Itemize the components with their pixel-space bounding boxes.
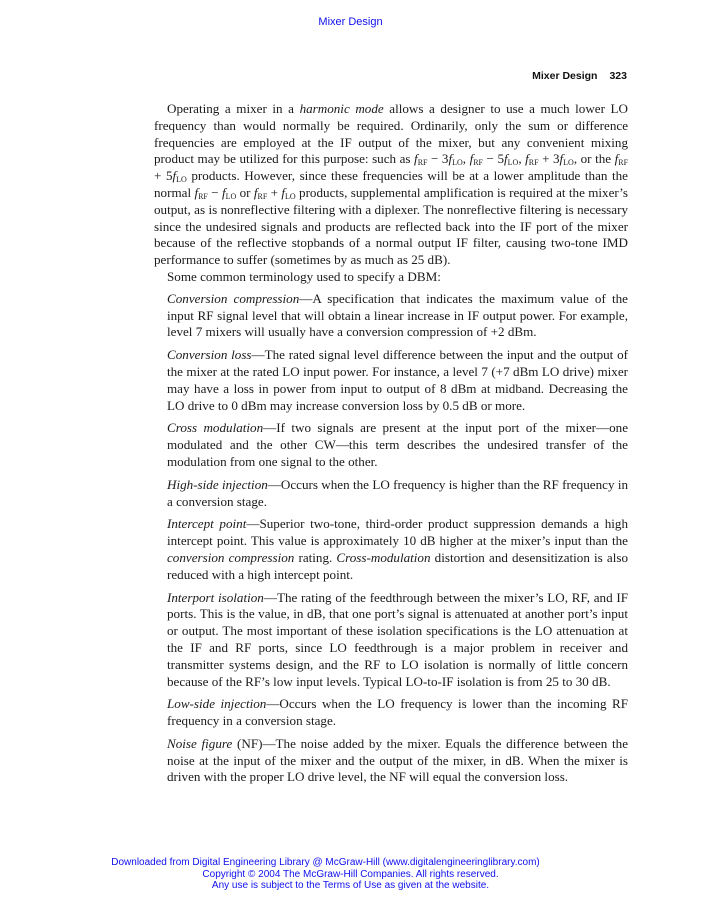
running-header (532, 70, 627, 82)
page-body (154, 101, 628, 786)
term-conversion-loss: Conversion loss—The rated signal level difference between the input and the output of the mixer at the rated LO input power. For instance, a level 7 (+7 dBm LO drive) mixer may have a loss in power from input to output of 8 dBm at midband. Decreasing the LO drive to 0 dBm may increase conversion loss by 0.5 dB or more. (167, 347, 628, 413)
page-number: 323 (609, 70, 627, 82)
term-low-side-injection: Low-side injection—Occurs when the LO frequency is lower than the incoming RF frequency in a conversion stage. (167, 696, 628, 729)
intro-paragraph: Operating a mixer in a harmonic mode allows a designer to use a much lower LO frequency than would normally be required. Ordinarily, only the sum or difference frequencies are employed at the IF output of the mixer, but any convenient mixing product may be utilized for this purpose: such as $f_{RF} - 3f_{LO}$, $f_{RF} - 5f_{LO}$, $f_{RF} + 3f_{LO}$, or the $f_{RF} + 5f_{LO}$ products. However, since these frequencies will be at a lower amplitude than the normal $f_{RF} - f_{LO}$ or $f_{RF} + f_{LO}$ products, supplemental amplification is required at the mixer’s output, as is nonreflective filtering with a diplexer. The nonreflective filtering is necessary since the undesired signals and products are reflected back into the IF port of the mixer because of the reflective stopbands of a normal output IF filter, causing two-tone IMD performance to suffer (sometimes by as much as 25 dB). (154, 101, 629, 268)
term-intercept-point: Intercept point—Superior two-tone, third-order product suppression demands a high intercept point. This value is approximately 10 dB higher at the mixer’s input than the conversion compression rating. Cross-modulation distortion and desensitization is also reduced with a high intercept point. (167, 516, 628, 582)
footer-download-link[interactable]: Downloaded from Digital Engineering Library @ McGraw-Hill (www.digitalengineeringlibrary.com) (111, 857, 540, 868)
term-noise-figure: Noise figure (NF)—The noise added by the mixer. Equals the difference between the noise at the input of the mixer and the output of the mixer, in dB. When the mixer is driven with the proper LO drive level, the NF will equal the conversion loss. (167, 735, 629, 785)
term-interport-isolation: Interport isolation—The rating of the feedthrough between the mixer’s LO, RF, and IF ports. This is the value, in dB, that one port’s signal is attenuated at another port’s input or output. The most important of these isolation specifications is the LO attenuation at the IF and RF ports, since LO feedthrough is a major problem in receiver and transmitter systems design, and the RF to LO isolation is normally of little concern because of the RF’s low input levels. Typical LO-to-IF isolation is from 25 to 30 dB. (167, 589, 629, 689)
download-footer (0, 857, 701, 892)
top-link[interactable]: Mixer Design (318, 16, 383, 28)
header-title: Mixer Design (532, 70, 598, 82)
footer-terms-link[interactable]: Any use is subject to the Terms of Use as given at the website. (211, 880, 490, 891)
footer-copyright: Copyright © 2004 The McGraw-Hill Companies. All rights reserved. (202, 868, 499, 880)
term-high-side-injection: High-side injection—Occurs when the LO frequency is higher than the RF frequency in a conversion stage. (167, 476, 629, 509)
terminology-intro: Some common terminology used to specify a DBM: (167, 268, 441, 284)
term-conversion-compression: Conversion compression—A specification that indicates the maximum value of the input RF signal level that will obtain a linear increase in IF output power. For example, level 7 mixers will usually have a conversion compression of +2 dBm. (167, 290, 628, 340)
term-cross-modulation: Cross modulation—If two signals are present at the input port of the mixer—one modulated and the other CW—this term describes the undesired transfer of the modulation from one signal to the other. (167, 420, 629, 469)
